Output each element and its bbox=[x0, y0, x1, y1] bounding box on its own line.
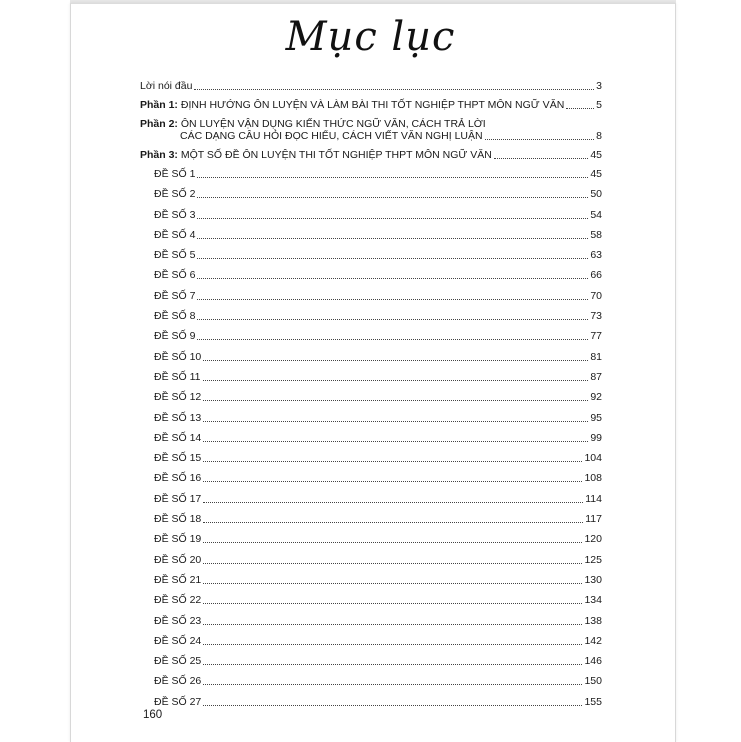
toc-entry-label-line2 bbox=[140, 130, 602, 142]
dot-leader bbox=[197, 298, 588, 300]
part-title: MỘT SỐ ĐỀ ÔN LUYỆN THI TỐT NGHIỆP THPT MÔN NGỮ VĂN bbox=[177, 149, 492, 161]
toc-entry-exam bbox=[140, 290, 602, 302]
dot-leader bbox=[197, 257, 588, 259]
toc-entry-label bbox=[140, 99, 565, 111]
toc-entry-page: 50 bbox=[590, 188, 602, 201]
toc-entry-exam bbox=[140, 533, 602, 545]
toc-entry-exam bbox=[140, 310, 602, 322]
dot-leader bbox=[203, 582, 582, 584]
toc-entry-exam bbox=[140, 655, 602, 667]
toc-entry-label: ĐỀ SỐ 23 bbox=[154, 614, 202, 627]
dot-leader bbox=[203, 440, 588, 442]
dot-leader bbox=[566, 107, 594, 109]
toc-entry-page: 134 bbox=[584, 594, 602, 607]
toc-entry-page: 138 bbox=[584, 614, 602, 627]
toc-entry-label: ĐỀ SỐ 10 bbox=[154, 350, 202, 363]
dot-leader bbox=[197, 338, 588, 340]
toc-entry-page: 125 bbox=[584, 553, 602, 566]
toc-entry-exam bbox=[140, 269, 602, 281]
part-title: ĐỊNH HƯỚNG ÔN LUYỆN VÀ LÀM BÀI THI TỐT NGHIỆP THPT MÔN NGỮ VĂN bbox=[177, 99, 565, 111]
dot-leader bbox=[203, 623, 582, 625]
toc-entry-label: ĐỀ SỐ 19 bbox=[154, 533, 202, 546]
toc-entry-page: 92 bbox=[590, 391, 602, 404]
toc-entry-page: 70 bbox=[590, 289, 602, 302]
toc-entry-label: ĐỀ SỐ 22 bbox=[154, 594, 202, 607]
toc-entry-exam bbox=[140, 594, 602, 606]
toc-entry-page: 63 bbox=[590, 249, 602, 262]
toc-entry-label: ĐỀ SỐ 4 bbox=[154, 228, 196, 241]
toc-entry-label: ĐỀ SỐ 9 bbox=[154, 330, 196, 343]
page-title: Mục lục bbox=[285, 14, 456, 60]
toc-entry-page: 45 bbox=[590, 149, 602, 161]
toc-entry-label: ĐỀ SỐ 11 bbox=[154, 370, 201, 383]
dot-leader bbox=[203, 359, 588, 361]
dot-leader bbox=[197, 237, 588, 239]
toc-entry-exam bbox=[140, 696, 602, 708]
dot-leader bbox=[194, 88, 594, 90]
toc-entry-page: 87 bbox=[590, 370, 602, 383]
table-of-contents bbox=[140, 80, 602, 716]
toc-entry-label: ĐỀ SỐ 2 bbox=[154, 188, 196, 201]
toc-entry-exam bbox=[140, 412, 602, 424]
dot-leader bbox=[203, 420, 588, 422]
toc-entry-page: 146 bbox=[584, 655, 602, 668]
toc-entry-exam bbox=[140, 249, 602, 261]
toc-entry-page: 54 bbox=[590, 208, 602, 221]
toc-entry-page: 77 bbox=[590, 330, 602, 343]
toc-entry-label: ĐỀ SỐ 16 bbox=[154, 472, 202, 485]
toc-entry-label: ĐỀ SỐ 1 bbox=[154, 168, 196, 180]
toc-entry-exam bbox=[140, 168, 602, 180]
toc-entry-label: ĐỀ SỐ 6 bbox=[154, 269, 196, 282]
toc-entry-exam bbox=[140, 391, 602, 403]
toc-entry-page: 58 bbox=[590, 228, 602, 241]
toc-entry-exam bbox=[140, 188, 602, 200]
toc-entry-exam bbox=[140, 493, 602, 505]
toc-entry-page: 114 bbox=[585, 492, 602, 505]
dot-leader bbox=[197, 176, 588, 178]
toc-entry-label: ĐỀ SỐ 25 bbox=[154, 655, 202, 668]
dot-leader bbox=[203, 480, 582, 482]
toc-entry-label: ĐỀ SỐ 13 bbox=[154, 411, 202, 424]
dot-leader bbox=[197, 318, 588, 320]
part-prefix: Phần 2: bbox=[140, 118, 178, 130]
toc-entry-page: 45 bbox=[590, 168, 602, 180]
part-prefix: Phần 3: bbox=[140, 149, 178, 161]
toc-entry-exam bbox=[140, 635, 602, 647]
toc-entry-exam bbox=[140, 371, 602, 383]
dot-leader bbox=[203, 521, 583, 523]
dot-leader bbox=[203, 379, 589, 381]
toc-entry-part1 bbox=[140, 99, 602, 111]
page-number: 160 bbox=[143, 709, 163, 721]
toc-entry-page: 108 bbox=[584, 472, 602, 485]
toc-entry-page: 5 bbox=[596, 99, 602, 111]
toc-entry-page: 99 bbox=[590, 431, 602, 444]
dot-leader bbox=[197, 277, 588, 279]
toc-entry-label: ĐỀ SỐ 24 bbox=[154, 634, 202, 647]
toc-entry-page: 3 bbox=[596, 80, 602, 92]
toc-entry-label bbox=[140, 149, 493, 161]
dot-leader bbox=[197, 217, 588, 219]
dot-leader bbox=[203, 602, 582, 604]
toc-entry-exam bbox=[140, 472, 602, 484]
toc-entry-label: ĐỀ SỐ 14 bbox=[154, 431, 202, 444]
toc-entry-exam bbox=[140, 675, 602, 687]
toc-entry-page: 104 bbox=[584, 452, 602, 465]
toc-entry-part3 bbox=[140, 149, 602, 161]
toc-entry-page: 142 bbox=[584, 634, 602, 647]
dot-leader bbox=[197, 196, 588, 198]
dot-leader bbox=[494, 157, 588, 159]
toc-entry-exam bbox=[140, 229, 602, 241]
toc-entry-page: 117 bbox=[585, 513, 602, 526]
dot-leader bbox=[485, 138, 595, 140]
toc-entry-exam bbox=[140, 554, 602, 566]
toc-entry-label-line1 bbox=[140, 118, 602, 130]
dot-leader bbox=[203, 643, 582, 645]
toc-entry-label: ĐỀ SỐ 17 bbox=[154, 492, 202, 505]
toc-entry-exam bbox=[140, 209, 602, 221]
toc-entry-exam bbox=[140, 351, 602, 363]
toc-entry-page: 150 bbox=[584, 675, 602, 688]
dot-leader bbox=[203, 683, 582, 685]
toc-entry-page: 73 bbox=[590, 310, 602, 323]
toc-entry-page: 120 bbox=[584, 533, 602, 546]
toc-entry-part2 bbox=[140, 118, 602, 142]
toc-entry-label: ĐỀ SỐ 5 bbox=[154, 249, 196, 262]
dot-leader bbox=[203, 704, 582, 706]
dot-leader bbox=[203, 399, 588, 401]
dot-leader bbox=[203, 562, 582, 564]
toc-entry-label: ĐỀ SỐ 20 bbox=[154, 553, 202, 566]
toc-entry-page: 66 bbox=[590, 269, 602, 282]
toc-entry-label: ĐỀ SỐ 15 bbox=[154, 452, 202, 465]
toc-entry-label: ĐỀ SỐ 27 bbox=[154, 695, 202, 708]
toc-entry-page: 8 bbox=[596, 130, 602, 142]
toc-entry-page: 95 bbox=[590, 411, 602, 424]
toc-entry-label: ĐỀ SỐ 26 bbox=[154, 675, 202, 688]
toc-entry-exam bbox=[140, 513, 602, 525]
toc-entry-exam bbox=[140, 432, 602, 444]
toc-entry-exam bbox=[140, 615, 602, 627]
dot-leader bbox=[203, 501, 583, 503]
toc-entry-label: ĐỀ SỐ 3 bbox=[154, 208, 196, 221]
toc-entry-label: ĐỀ SỐ 12 bbox=[154, 391, 202, 404]
toc-entry-label: ĐỀ SỐ 7 bbox=[154, 289, 196, 302]
toc-entry-exam bbox=[140, 452, 602, 464]
toc-entry-label: ĐỀ SỐ 8 bbox=[154, 310, 196, 323]
part-title-line1: ÔN LUYỆN VẬN DỤNG KIẾN THỨC NGỮ VĂN, CÁCH TRẢ LỜI bbox=[177, 118, 486, 130]
toc-entry-preface bbox=[140, 80, 602, 92]
toc-entry-page: 130 bbox=[584, 573, 602, 586]
part-title-line2: CÁC DẠNG CÂU HỎI ĐỌC HIỂU, CÁCH VIẾT VĂN NGHỊ LUẬN bbox=[180, 130, 483, 142]
toc-entry-label: ĐỀ SỐ 18 bbox=[154, 513, 202, 526]
dot-leader bbox=[203, 663, 582, 665]
toc-entry-page: 81 bbox=[590, 350, 602, 363]
toc-entry-exam bbox=[140, 330, 602, 342]
part-prefix: Phần 1: bbox=[140, 99, 178, 111]
toc-entry-page: 155 bbox=[584, 695, 602, 708]
toc-entry-label: Lời nói đầu bbox=[140, 80, 193, 92]
toc-entry-exam bbox=[140, 574, 602, 586]
dot-leader bbox=[203, 541, 582, 543]
exam-list bbox=[140, 168, 602, 708]
dot-leader bbox=[203, 460, 582, 462]
toc-entry-label: ĐỀ SỐ 21 bbox=[154, 573, 202, 586]
